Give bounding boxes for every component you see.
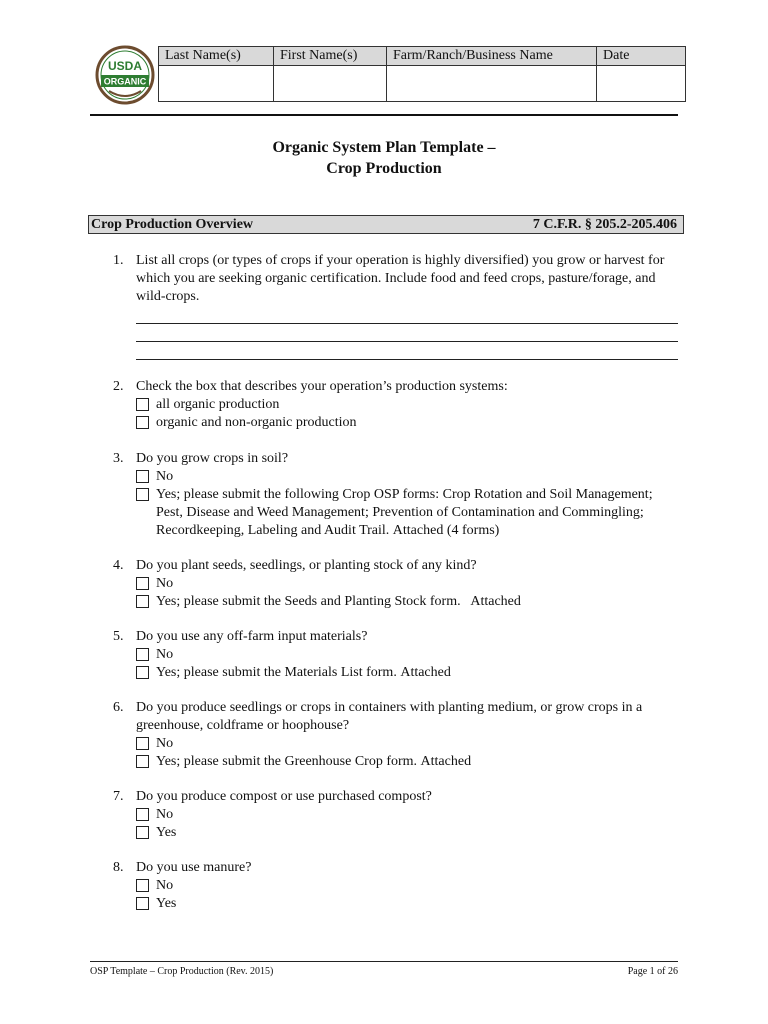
option-label: No (156, 469, 174, 484)
option-label: all organic production (156, 397, 280, 412)
option-label: No (156, 576, 174, 591)
col-date: Date (597, 47, 686, 66)
option-yes (136, 824, 678, 842)
question-8 (113, 859, 678, 913)
option-label: Yes; please submit the following Crop OSP forms: Crop Rotation and Soil Management; Pest, Disease and Weed Management; Prevention of Contamination and Commingling; Recordkeeping, Labeling and Audit Trail. (156, 487, 653, 538)
last-name-field[interactable] (159, 66, 274, 102)
checkbox[interactable] (136, 648, 149, 661)
question-text: Do you grow crops in soil? (136, 451, 289, 466)
question-3 (113, 450, 678, 540)
page-title-line2: Crop Production (326, 160, 442, 177)
option-label: Yes; please submit the Seeds and Planting Stock form. (156, 594, 461, 609)
option-label: organic and non-organic production (156, 415, 357, 430)
option-yes (136, 895, 678, 913)
question-2 (113, 378, 678, 432)
logo-bottom-text: ORGANIC (103, 76, 147, 87)
page-title-line1: Organic System Plan Template – (272, 139, 496, 156)
question-number: 8. (113, 860, 124, 875)
checkbox[interactable] (136, 416, 149, 429)
question-text: Do you produce seedlings or crops in containers with planting medium, or grow crops in a greenhouse, coldframe or hoophouse? (136, 700, 643, 733)
option-no (136, 806, 678, 824)
attached-checkbox[interactable] (136, 595, 149, 608)
question-number: 5. (113, 629, 124, 644)
question-number: 3. (113, 451, 124, 466)
question-number: 7. (113, 789, 124, 804)
footer-template-name: OSP Template – Crop Production (Rev. 2015) (90, 966, 274, 977)
checkbox[interactable] (136, 826, 149, 839)
col-first-name: First Name(s) (274, 47, 387, 66)
option-label: Yes (156, 825, 177, 840)
option-all-organic (136, 396, 678, 414)
checkbox[interactable] (136, 897, 149, 910)
checkbox[interactable] (136, 470, 149, 483)
answer-line[interactable] (136, 306, 678, 324)
first-name-field[interactable] (274, 66, 387, 102)
checkbox[interactable] (136, 808, 149, 821)
option-label: Yes; please submit the Greenhouse Crop form. (156, 754, 418, 769)
question-number: 4. (113, 558, 124, 573)
col-last-name: Last Name(s) (159, 47, 274, 66)
page-footer (90, 961, 678, 977)
option-yes (136, 593, 678, 611)
option-no (136, 575, 678, 593)
checkbox[interactable] (136, 879, 149, 892)
option-yes (136, 486, 678, 540)
answer-line[interactable] (136, 324, 678, 342)
date-field[interactable] (597, 66, 686, 102)
option-no (136, 646, 678, 664)
option-no (136, 468, 678, 486)
question-text: Do you plant seeds, seedlings, or planting stock of any kind? (136, 558, 477, 573)
attached-label: Attached (420, 754, 472, 769)
logo-top-text: USDA (107, 59, 143, 73)
option-organic-non-organic (136, 414, 678, 432)
question-7 (113, 788, 678, 842)
question-number: 1. (113, 253, 124, 268)
question-1 (113, 252, 678, 360)
question-number: 6. (113, 700, 124, 715)
applicant-info-table (158, 46, 686, 102)
checkbox[interactable] (136, 577, 149, 590)
footer-page-number: Page 1 of 26 (627, 966, 678, 977)
usda-organic-logo (95, 45, 155, 105)
attached-checkbox[interactable] (136, 488, 149, 501)
option-label: No (156, 647, 174, 662)
option-label: No (156, 807, 174, 822)
checkbox[interactable] (136, 737, 149, 750)
option-no (136, 877, 678, 895)
section-label: Crop Production Overview (91, 217, 254, 232)
attached-label: Attached (470, 594, 521, 609)
option-label: Yes; please submit the Materials List form. (156, 665, 397, 680)
question-text: List all crops (or types of crops if your operation is highly diversified) you grow or harvest for which you are seeking organic certification. Include food and feed crops, pasture/forage, and wild-crops. (136, 253, 665, 304)
option-yes (136, 664, 678, 682)
question-text: Do you produce compost or use purchased compost? (136, 789, 432, 804)
attached-checkbox[interactable] (136, 755, 149, 768)
header-divider (90, 114, 678, 116)
question-4 (113, 557, 678, 611)
question-text: Do you use manure? (136, 860, 252, 875)
option-yes (136, 753, 678, 771)
option-label: No (156, 878, 174, 893)
section-citation: 7 C.F.R. § 205.2-205.406 (532, 217, 677, 232)
option-label: Yes (156, 896, 177, 911)
attached-label: Attached (400, 665, 451, 680)
question-6 (113, 699, 678, 771)
option-label: No (156, 736, 174, 751)
question-number: 2. (113, 379, 124, 394)
question-5 (113, 628, 678, 682)
answer-line[interactable] (136, 342, 678, 360)
question-text: Check the box that describes your operation’s production systems: (136, 379, 508, 394)
question-text: Do you use any off-farm input materials? (136, 629, 368, 644)
farm-name-field[interactable] (387, 66, 597, 102)
attached-label: Attached (4 forms) (392, 523, 500, 538)
col-farm-name: Farm/Ranch/Business Name (387, 47, 597, 66)
attached-checkbox[interactable] (136, 666, 149, 679)
checkbox[interactable] (136, 398, 149, 411)
section-header (88, 215, 684, 234)
option-no (136, 735, 678, 753)
